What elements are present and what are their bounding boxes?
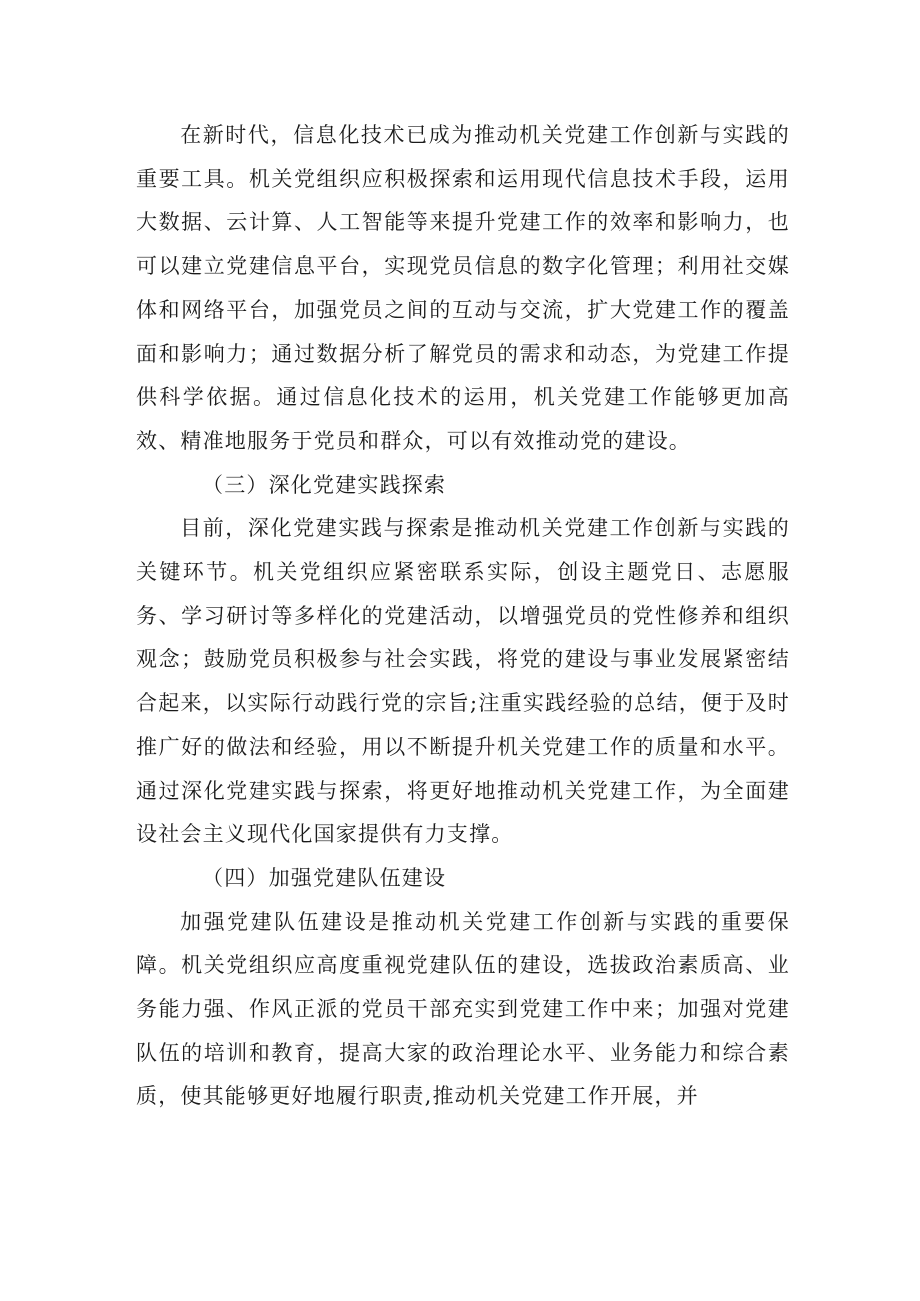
paragraph-informatization: 在新时代，信息化技术已成为推动机关党建工作创新与实践的重要工具。机关党组织应积极探索和运用现代信息技术手段，运用大数据、云计算、人工智能等来提升党建工作的效率和影响力，也可以建立党建信息平台，实现党员信息的数字化管理；利用社交媒体和网络平台，加强党员之间的互动与交流，扩大党建工作的覆盖面和影响力；通过数据分析了解党员的需求和动态，为党建工作提供科学依据。通过信息化技术的运用，机关党建工作能够更加高效、精准地服务于党员和群众，可以有效推动党的建设。: [136, 123, 790, 453]
section-heading-4: （四）加强党建队伍建设: [202, 865, 447, 890]
paragraph-team-building: 加强党建队伍建设是推动机关党建工作创新与实践的重要保障。机关党组织应高度重视党建队伍的建设，选拔政治素质高、业务能力强、作风正派的党员干部充实到党建工作中来；加强对党建队伍的培训和教育，提高大家的政治理论水平、业务能力和综合素质，使其能够更好地履行职责,推动机关党建工作开展，并: [136, 909, 790, 1109]
section-heading-3: （三）深化党建实践探索: [202, 472, 447, 497]
document-body: [136, 114, 790, 1119]
paragraph-practice-exploration: 目前，深化党建实践与探索是推动机关党建工作创新与实践的关键环节。机关党组织应紧密联系实际，创设主题党日、志愿服务、学习研讨等多样化的党建活动，以增强党员的党性修养和组织观念；鼓励党员积极参与社会实践，将党的建设与事业发展紧密结合起来，以实际行动践行党的宗旨;注重实践经验的总结，便于及时推广好的做法和经验，用以不断提升机关党建工作的质量和水平。通过深化党建实践与探索，将更好地推动机关党建工作，为全面建设社会主义现代化国家提供有力支撑。: [136, 516, 790, 847]
